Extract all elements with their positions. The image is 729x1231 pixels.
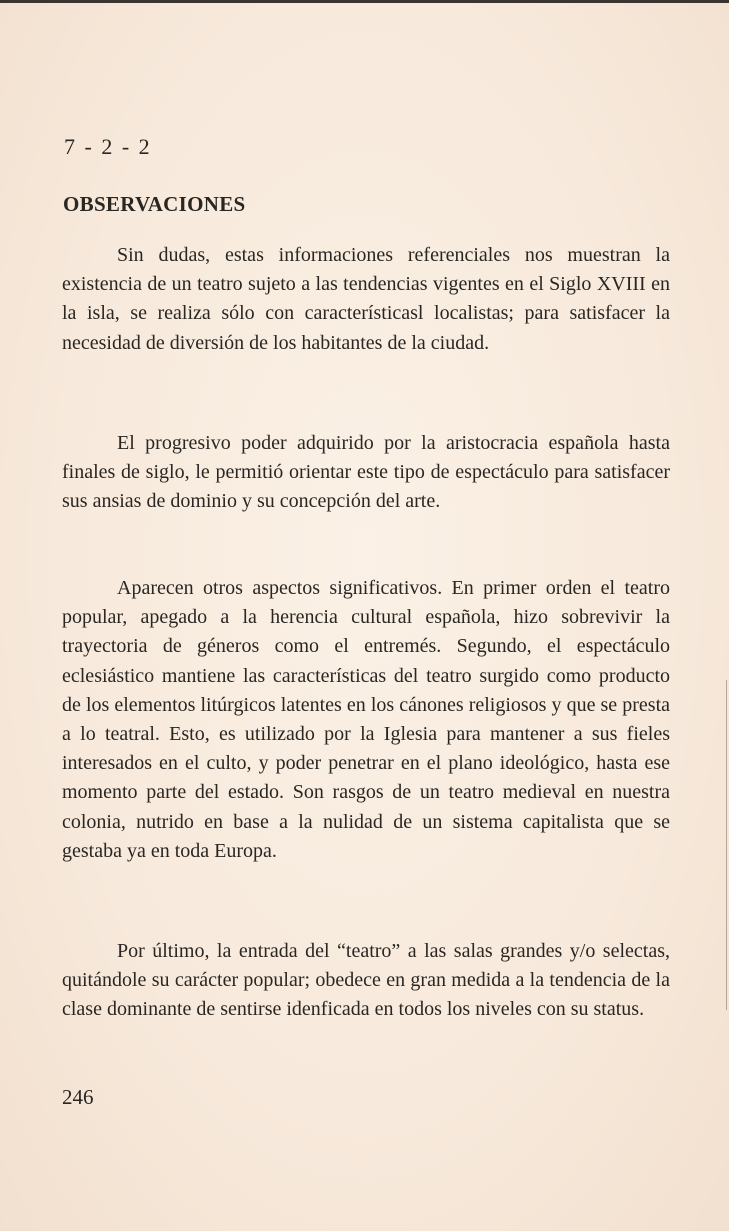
paragraph-2: El progresivo poder adquirido por la aristocracia española hasta finales de siglo, le permitió orientar este tipo de espectáculo para satisfacer sus ansias de dominio y su concepción del arte.	[62, 432, 670, 513]
section-number: 7 - 2 - 2	[64, 134, 152, 159]
paragraph-4: Por último, la entrada del “teatro” a las salas grandes y/o selectas, quitándole su carácter popular; obedece en gran medida a la tendencia de la clase dominante de sentirse idenficada en todos los niveles con su status.	[62, 940, 670, 1021]
section-heading: OBSERVACIONES	[63, 192, 246, 216]
paragraph-3: Aparecen otros aspectos significativos. En primer orden el teatro popular, apegado a la herencia cultural española, hizo sobrevivir la trayectoria de géneros como el entremés. Segundo, el espectáculo eclesiástico mantiene las características del teatro surgido como producto de los elementos litúrgicos latentes en los cánones religiosos y que se presta a lo teatral. Esto, es utilizado por la Iglesia para mantener a sus fieles interesados en el culto, y poder penetrar en el plano ideológico, hasta ese momento parte del estado. Son rasgos de un teatro medieval en nuestra colonia, nutrido en base a la nulidad de un sistema capitalista que se gestaba ya en toda Europa.	[62, 577, 670, 862]
top-edge-rule	[0, 0, 729, 3]
paragraph-1: Sin dudas, estas informaciones referenciales nos muestran la existencia de un teatro sujeto a las tendencias vigentes en el Siglo XVIII en la isla, se realiza sólo con característicasl localistas; para satisfacer la necesidad de diversión de los habitantes de la ciudad.	[62, 244, 670, 354]
page-number: 246	[62, 1085, 94, 1109]
right-margin-edge	[726, 680, 727, 1010]
